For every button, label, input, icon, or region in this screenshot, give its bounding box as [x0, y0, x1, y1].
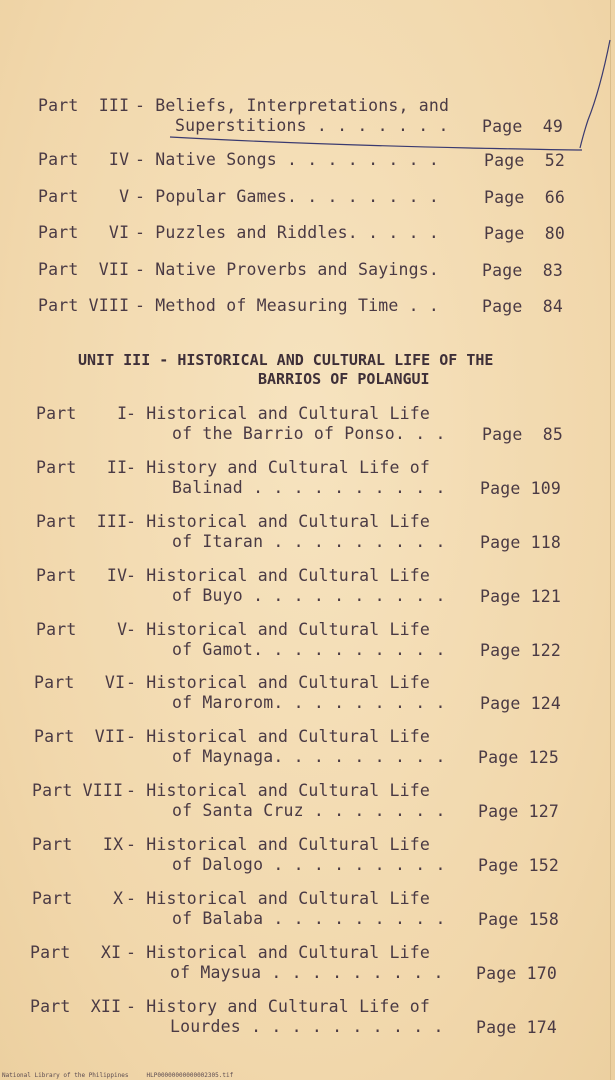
entry-title-continued: of Santa Cruz . . . . . . .	[172, 801, 446, 820]
entry-title-continued: Lourdes . . . . . . . . . .	[170, 1017, 444, 1036]
part-label: Part IV	[36, 566, 128, 585]
part-label: Part VI	[38, 223, 130, 242]
entry-title: - Historical and Cultural Life	[126, 835, 431, 854]
page-number: Page 152	[478, 856, 560, 875]
page-number: Page 174	[476, 1018, 558, 1037]
entry-title: - Historical and Cultural Life	[126, 404, 431, 423]
entry-title: - Beliefs, Interpretations, and	[135, 96, 450, 115]
entry-title: - Native Songs . . . . . . . .	[135, 150, 440, 169]
entry-title: - Native Proverbs and Sayings.	[135, 260, 440, 279]
entry-title: - Historical and Cultural Life	[126, 673, 431, 692]
entry-title-continued: of Gamot. . . . . . . . . .	[172, 640, 446, 659]
part-label: Part VI	[34, 673, 126, 692]
entry-title: - History and Cultural Life of	[126, 997, 431, 1016]
part-label: Part IX	[32, 835, 124, 854]
entry-title: - Historical and Cultural Life	[126, 781, 431, 800]
page-number: Page 125	[478, 748, 560, 767]
page-number: Page 83	[482, 261, 564, 280]
part-label: Part XII	[30, 997, 122, 1016]
page-number: Page 84	[482, 297, 564, 316]
entry-title-continued: of Balaba . . . . . . . . .	[172, 909, 446, 928]
entry-title-continued: of Buyo . . . . . . . . . .	[172, 586, 446, 605]
unit-heading: UNIT III - HISTORICAL AND CULTURAL LIFE OF THE	[78, 351, 494, 369]
part-label: Part VIII	[38, 296, 130, 315]
unit-heading-continued: BARRIOS OF POLANGUI	[258, 370, 430, 388]
part-label: Part V	[38, 187, 130, 206]
part-label: Part XI	[30, 943, 122, 962]
pen-stroke-vertical	[580, 40, 610, 148]
entry-title-continued: of the Barrio of Ponso. . .	[172, 424, 446, 443]
page-number: Page 170	[476, 964, 558, 983]
part-label: Part X	[32, 889, 124, 908]
entry-title-continued: of Maysua . . . . . . . . .	[170, 963, 444, 982]
entry-title: - Historical and Cultural Life	[126, 943, 431, 962]
part-label: Part VIII	[32, 781, 124, 800]
part-label: Part V	[36, 620, 128, 639]
entry-title: - Puzzles and Riddles. . . . .	[135, 223, 440, 242]
page-number: Page 80	[484, 224, 566, 243]
archive-footer: National Library of the Philippines HLP00000000000002305.tif	[2, 1072, 234, 1079]
page-number: Page 49	[482, 117, 564, 136]
page-number: Page 118	[480, 533, 562, 552]
entry-title: - History and Cultural Life of	[126, 458, 431, 477]
page-number: Page 124	[480, 694, 562, 713]
entry-title-continued: of Itaran . . . . . . . . .	[172, 532, 446, 551]
entry-title: - Historical and Cultural Life	[126, 620, 431, 639]
part-label: Part VII	[34, 727, 126, 746]
page-number: Page 85	[482, 425, 564, 444]
entry-title-continued: Superstitions . . . . . . .	[175, 116, 449, 135]
page-number: Page 121	[480, 587, 562, 606]
entry-title: - Method of Measuring Time . .	[135, 296, 440, 315]
entry-title-continued: of Maynaga. . . . . . . . .	[172, 747, 446, 766]
entry-title-continued: of Marorom. . . . . . . . .	[172, 693, 446, 712]
part-label: Part III	[36, 512, 128, 531]
part-label: Part I	[36, 404, 128, 423]
page-number: Page 66	[484, 188, 566, 207]
entry-title: - Historical and Cultural Life	[126, 889, 431, 908]
part-label: Part VII	[38, 260, 130, 279]
page-number: Page 158	[478, 910, 560, 929]
page-number: Page 127	[478, 802, 560, 821]
entry-title: - Popular Games. . . . . . . .	[135, 187, 440, 206]
part-label: Part II	[36, 458, 128, 477]
page-number: Page 109	[480, 479, 562, 498]
part-label: Part III	[38, 96, 130, 115]
entry-title: - Historical and Cultural Life	[126, 512, 431, 531]
page-number: Page 52	[484, 151, 566, 170]
page-number: Page 122	[480, 641, 562, 660]
part-label: Part IV	[38, 150, 130, 169]
pen-stroke-underline	[170, 137, 582, 150]
entry-title: - Historical and Cultural Life	[126, 727, 431, 746]
entry-title-continued: of Dalogo . . . . . . . . .	[172, 855, 446, 874]
entry-title: - Historical and Cultural Life	[126, 566, 431, 585]
entry-title-continued: Balinad . . . . . . . . . .	[172, 478, 446, 497]
